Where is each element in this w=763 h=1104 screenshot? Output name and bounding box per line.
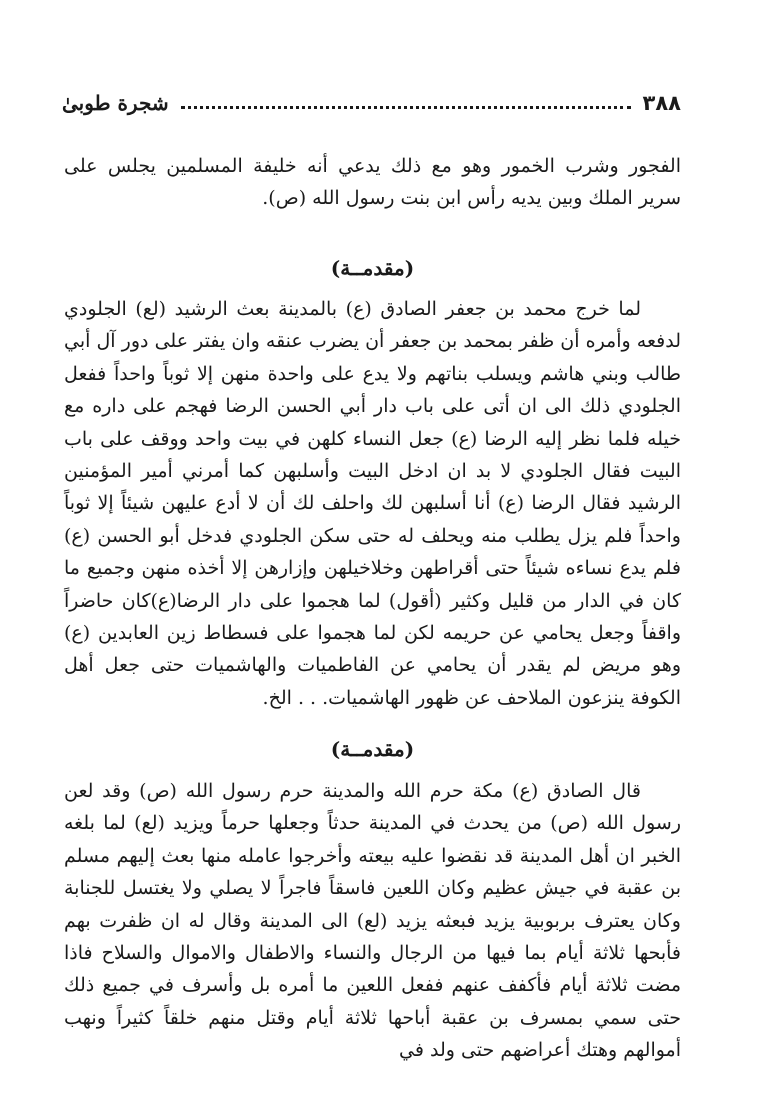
paragraph: قال الصادق (ع) مكة حرم الله والمدينة حرم رسول الله (ص) وقد لعن رسول الله (ص) من يحدث في المدينة حدثاً وجعلها حرماً ويزيد (لع) لما بلغه الخبر ان أهل المدينة قد نقضوا عليه بيعته وأخرجوا عامله منها بعث إليهم مسلم بن عقبة في جيش عظيم وكان اللعين فاسقاً فاجراً لا يصلي ولا يغتسل للجنابة وكان يعترف بربوبية يزيد فبعثه يزيد (لع) الى المدينة وقال له ان ظفرت بهم فأبحها ثلاثة أيام بما فيها من الرجال والنساء والاطفال والاموال والسلاح فاذا مضت ثلاثة أيام فأكفف عنهم ففعل اللعين ما أمره بل وأسرف في جميع ذلك حتى سمي بمسرف بن عقبة أباحها ثلاثة أيام وقتل منهم خلقاً كثيراً ونهب أموالهم وهتك أعراضهم حتى ولد في bbox=[64, 780, 681, 1062]
section-body bbox=[64, 293, 681, 714]
dot-leader bbox=[181, 106, 631, 109]
paragraph: الفجور وشرب الخمور وهو مع ذلك يدعي أنه خليفة المسلمين يجلس على سرير الملك وبين يديه رأس ابن بنت رسول الله (ص). bbox=[64, 155, 681, 210]
paragraph: لما خرج محمد بن جعفر الصادق (ع) بالمدينة بعث الرشيد (لع) الجلودي لدفعه وأمره أن ظفر بمحمد بن جعفر أن يضرب عنقه وان يفتر على دور آل أبي طالب وبني هاشم ويسلب بناتهم ولا يدع على واحدة منهن إلا ثوباً واحداً ففعل الجلودي ذلك الى ان أتى على باب دار أبي الحسن الرضا فهجم على داره مع خيله فلما نظر إليه الرضا (ع) جعل النساء كلهن في بيت واحد ووقف على باب البيت فقال الجلودي لا بد ان ادخل البيت وأسلبهن كما أمرني أمير المؤمنين الرشيد فقال الرضا (ع) أنا أسلبهن لك واحلف لك أن لا أدع عليهن شيئاً إلا ثوباً واحداً فلم يزل يطلب منه ويحلف له حتى سكن الجلودي فدخل أبو الحسن (ع) فلم يدع نساءه شيئاً حتى أقراطهن وخلاخيلهن وإزارهن إلا أخذه منهن وجميع ما كان في الدار من قليل وكثير (أقول) لما هجموا على دار الرضا(ع)كان حاضراً واقفاً وجعل يحامي عن حريمه لكن لما هجموا على فسطاط زين العابدين (ع) وهو مريض لم يقدر أن يحامي عن الفاطميات والهاشميات حتى جعل أهل الكوفة ينزعون الملاحف عن ظهور الهاشميات. . . الخ. bbox=[64, 298, 681, 709]
page-number: ٣٨٨ bbox=[642, 91, 681, 115]
section-body bbox=[64, 775, 681, 1067]
section-heading: (مقدمــة) bbox=[330, 737, 415, 761]
book-title: شجرة طوبىٰ bbox=[62, 91, 169, 115]
opening-paragraph-block bbox=[64, 150, 681, 215]
running-header bbox=[62, 88, 681, 118]
section-heading: (مقدمــة) bbox=[330, 256, 415, 280]
